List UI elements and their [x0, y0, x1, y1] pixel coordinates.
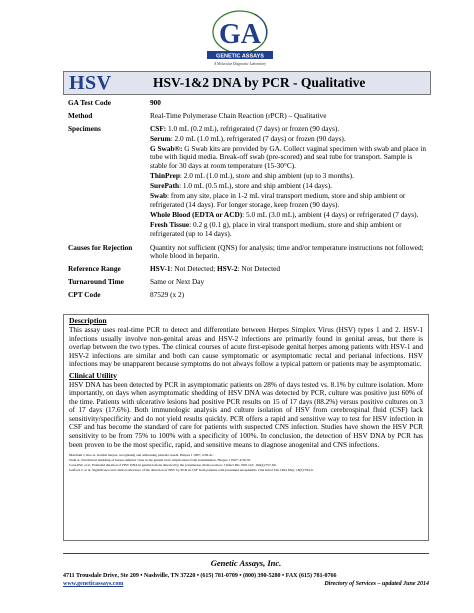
specimen-serum [150, 135, 428, 144]
logo-letters: GA [219, 19, 261, 50]
company-name: Genetic Assays, Inc. [210, 558, 282, 568]
clinical-utility-heading: Clinical Utility [69, 370, 117, 380]
hsv2-label: HSV-2 [216, 264, 238, 274]
reference-item: Wald A. Subclinical shedding of herpes simplex virus in the genital tract: implications from transmission. Herpes J 1997; 4:30-35. [69, 458, 252, 463]
specimen-surepath [150, 182, 428, 191]
row-rejection [68, 244, 428, 261]
specimen-name: SurePath [150, 181, 180, 191]
specimen-list [150, 125, 428, 240]
row-cpt [68, 291, 428, 300]
value: Same or Next Day [150, 277, 205, 287]
specimen-csf [150, 125, 428, 134]
specimen-text: 1.0 mL (0.2 mL), refrigerated (7 days) or frozen (90 days). [166, 123, 340, 133]
test-title: HSV-1&2 DNA by PCR - Qualitative [153, 75, 366, 90]
row-method [68, 112, 428, 121]
row-test-code [68, 99, 428, 108]
hsv1-label: HSV-1 [150, 264, 171, 274]
value: Quantity not sufficient (QNS) for analysis; time and/or temperature instructions not followed; whole blood in heparin. [150, 242, 424, 261]
specimen-whole-blood [150, 211, 428, 220]
reference-item: Cone RW, et al. Extended duration of HSV DNA in genital lesions detected by the polymerase chain reaction. J Infect Dis 1991 Oct; 164(4):757-60. [69, 462, 277, 467]
hsv2-value: : Not Detected [237, 264, 281, 274]
specimen-text: G Swab kits are provided by GA. Collect vaginal specimen with swab and place in tube with liquid media. Break-off swab (pre-scored) and seal tube for transport. Sample is stable for 30 days at room temperature (15-30°C). [150, 143, 426, 170]
row-turnaround [68, 278, 428, 287]
footer [63, 543, 429, 587]
value: 900 [150, 98, 161, 107]
label: Turnaround Time [68, 277, 124, 287]
specimen-fresh-tissue [150, 221, 428, 238]
reference-item: Matcham J, Roe A. Genital herpes: recognising and addressing patients' needs. Herpes J 1997; 4:36-41. [69, 453, 214, 458]
logo-tagline: A Molecular Diagnostic Laboratory [214, 62, 266, 66]
specimen-name: G Swab®: [150, 143, 183, 153]
value [150, 265, 428, 274]
specification-table [68, 99, 428, 304]
value: 87529 (x 2) [150, 289, 185, 299]
hsv1-value: : Not Detected; [170, 264, 217, 274]
directory-updated: Directory of Services – updated June 2014 [324, 581, 429, 587]
specimen-name: CSF: [150, 123, 167, 133]
reference-item: Gafford T, et al. Significance and clinical relevance of the detection of HSV by PCR in CSF from patients with presumed encephalitis. Clin Infect Dis 1994 May; 18(5):794-6. [69, 467, 314, 472]
description-text: This assay uses real-time PCR to detect and differentiate between Herpes Simplex Virus (HSV) types 1 and 2. HSV-1 infections usually involve non-genital areas and HSV-2 infections are primarily found in genital areas, but there is overlap between the two types. The clinical courses of acute first-episode genital herpes among patients with HSV-1 and HSV-2 infections are similar and both can cause symptomatic or asymptomatic rectal and perianal infections. HSV infections may be unapparent because symptoms do not always follow a typical pattern or patients may be asymptomatic. [69, 326, 423, 369]
value: Real-Time Polymerase Chain Reaction (rPCR) – Qualitative [150, 110, 327, 120]
logo-name: GENETIC ASSAYS [216, 53, 264, 60]
specimen-text: : 5.0 mL (3.0 mL), ambient (4 days) or refrigerated (7 days). [242, 209, 419, 219]
specimen-name: Swab [150, 191, 168, 201]
specimen-name: Serum [150, 133, 171, 143]
specimen-thinprep [150, 172, 428, 181]
specimen-text: : 2.0 mL (1.0 mL), refrigerated (7 days) or frozen (90 days). [170, 133, 346, 143]
title-banner [63, 71, 431, 95]
label: CPT Code [68, 289, 101, 299]
references [69, 453, 423, 473]
label: Reference Range [68, 264, 121, 274]
test-code-title: HSV [69, 71, 112, 94]
company-address: 4711 Trousdale Drive, Ste 209 • Nashville, TN 37220 • (615) 781-0709 • (800) 390-5280 • FAX (615) 781-0766 [63, 573, 337, 579]
specimen-gswab [150, 145, 428, 171]
specimen-text: : 1.0 mL (0.5 mL), store and ship ambient (14 days). [179, 181, 332, 191]
label: Method [68, 110, 93, 120]
specimen-text: : 2.0 mL (1.0 mL), store and ship ambient (up to 3 months). [179, 171, 354, 181]
specimen-name: Whole Blood (EDTA or ACD) [150, 209, 243, 219]
specimen-swab [150, 192, 428, 209]
label: Causes for Rejection [68, 242, 133, 252]
label: GA Test Code [68, 98, 111, 107]
footer-divider [63, 553, 429, 554]
row-reference-range [68, 265, 428, 274]
genetic-assays-logo [195, 8, 285, 68]
specimen-text: : from any site, place in 1-2 mL viral transport medium, store and ship ambient or refrigerated (14 days). For longer storage, keep frozen (90 days). [150, 191, 406, 209]
clinical-utility-text: HSV DNA has been detected by PCR in asymptomatic patients on 28% of days tested vs. 8.1% by culture isolation. More importantly, on days when asymptomatic shedding of HSV DNA was detected by PCR, culture was positive just 60% of the time. Patients with ulcerative lesions had positive PCR results on 15 of 17 days (88.2%) versus positive cultures on 3 of 17 days (17.6%). Both immunologic analysis and culture isolation of HSV from cerebrospinal fluid (CSF) lack sensitivity/specificity and do not yield results quickly. PCR offers a rapid and sensitive way to test for HSV infection in CSF and has become the standard of care for patients with suspected CNS infection. Studies have shown the HSV PCR sensitivity to be from 75% to 100% with a specificity of 100%. In conclusion, the detection of HSV DNA by PCR has been proven to be the most specific, rapid, and sensitive means to diagnose anogenital and CNS infections. [69, 380, 423, 449]
description-box [63, 314, 429, 541]
website-link[interactable]: www.geneticassays.com [63, 581, 124, 587]
specimen-text: : 0.2 g (0.1 g), place in viral transport medium, store and ship ambient or refrigerated (up to 14 days). [150, 220, 402, 238]
row-specimens [68, 125, 428, 240]
specimen-name: Fresh Tissue [150, 220, 190, 229]
specimen-name: ThinPrep [150, 171, 180, 181]
label: Specimens [68, 123, 101, 133]
description-heading: Description [69, 316, 107, 325]
